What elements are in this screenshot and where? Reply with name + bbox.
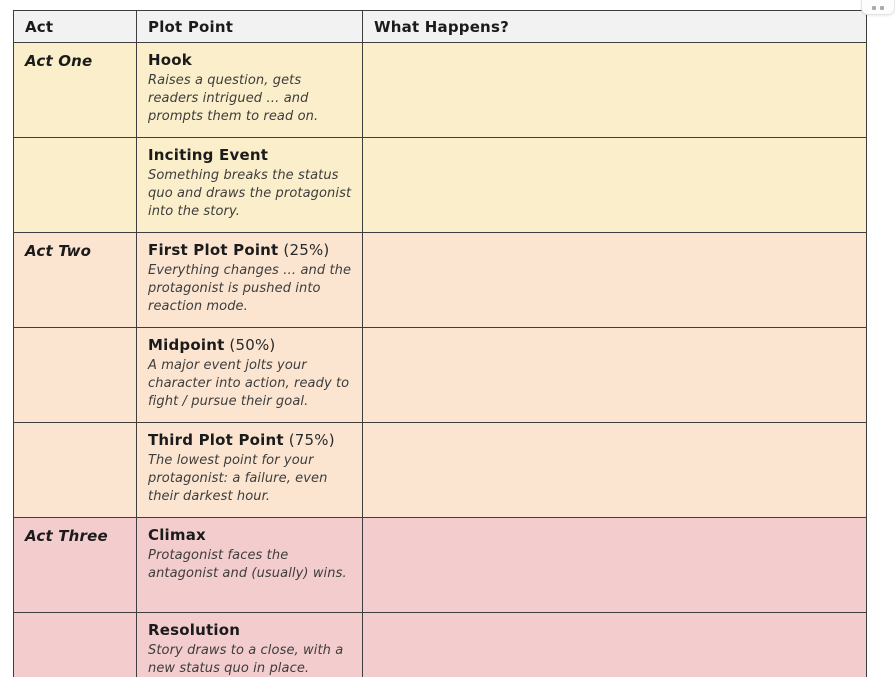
act-label: Act Three [25,527,108,545]
act-cell[interactable] [14,613,137,677]
plot-point-cell[interactable] [137,233,363,328]
plot-point-description: Everything changes … and the protagonist is pushed into reaction mode. [148,263,352,314]
what-happens-cell[interactable] [363,138,867,233]
plot-point-cell[interactable] [137,138,363,233]
plot-point-title [148,621,353,639]
table-row-climax [14,518,867,613]
table-drag-handle[interactable] [861,0,895,15]
column-header-act: Act [14,11,137,43]
table-row-hook [14,43,867,138]
what-happens-cell[interactable] [363,613,867,677]
plot-point-description: Protagonist faces the antagonist and (usually) wins. [148,548,347,581]
plot-point-description: Story draws to a close, with a new status quo in place. [148,643,344,676]
table-row-first-plot-point [14,233,867,328]
what-happens-cell[interactable] [363,43,867,138]
plot-point-title [148,51,353,69]
plot-point-cell[interactable] [137,518,363,613]
plot-point-name: Hook [148,51,192,69]
act-cell[interactable] [14,423,137,518]
plot-point-description: A major event jolts your character into action, ready to fight / pursue their goal. [148,358,350,409]
act-cell[interactable] [14,43,137,138]
plot-point-cell[interactable] [137,43,363,138]
what-happens-cell[interactable] [363,233,867,328]
plot-point-name: Midpoint [148,336,225,354]
plot-point-name: Climax [148,526,206,544]
plot-point-percent: (25%) [283,241,330,259]
act-cell[interactable] [14,233,137,328]
what-happens-cell[interactable] [363,328,867,423]
plot-point-name: First Plot Point [148,241,279,259]
plot-point-name: Resolution [148,621,241,639]
column-header-what-happens: What Happens? [363,11,867,43]
plot-point-description: The lowest point for your protagonist: a failure, even their darkest hour. [148,453,328,504]
table-row-third-plot-point [14,423,867,518]
plot-point-name: Inciting Event [148,146,269,164]
plot-point-cell[interactable] [137,423,363,518]
plot-point-title [148,431,353,449]
table-row-resolution [14,613,867,677]
act-cell[interactable] [14,518,137,613]
act-cell[interactable] [14,138,137,233]
plot-point-percent: (50%) [229,336,276,354]
act-cell[interactable] [14,328,137,423]
plot-point-percent: (75%) [288,431,335,449]
drag-handle-dots-icon [862,6,894,10]
table-row-midpoint [14,328,867,423]
plot-point-name: Third Plot Point [148,431,284,449]
column-header-plot-point: Plot Point [137,11,363,43]
plot-point-cell[interactable] [137,328,363,423]
plot-point-title [148,241,353,259]
plot-point-title [148,526,353,544]
plot-point-description: Something breaks the status quo and draws the protagonist into the story. [148,168,352,219]
what-happens-cell[interactable] [363,423,867,518]
plot-point-description: Raises a question, gets readers intrigued … and prompts them to read on. [148,73,319,124]
plot-point-title [148,146,353,164]
story-structure-table [13,10,867,677]
plot-point-cell[interactable] [137,613,363,677]
act-label: Act Two [25,242,92,260]
act-label: Act One [25,52,93,70]
table-header-row [14,11,867,43]
plot-point-title [148,336,353,354]
what-happens-cell[interactable] [363,518,867,613]
table-row-inciting-event [14,138,867,233]
